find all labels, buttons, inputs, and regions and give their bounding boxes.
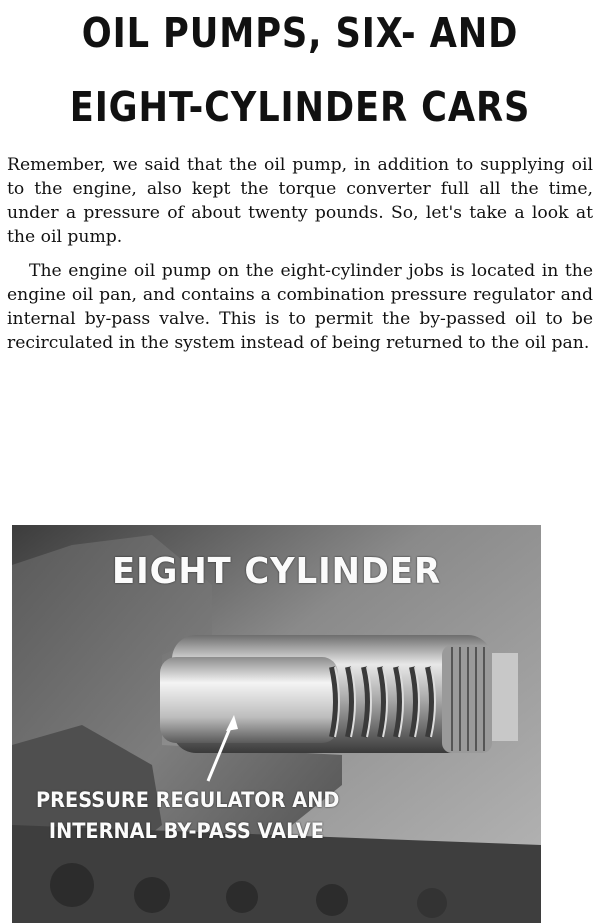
caption-line-1: PRESSURE REGULATOR AND	[36, 788, 340, 812]
photo-caption	[36, 785, 367, 847]
title-line-1: OIL PUMPS, SIX- AND	[81, 9, 519, 57]
page-title	[42, 0, 558, 144]
body-text	[7, 153, 593, 355]
photo-title: EIGHT CYLINDER	[112, 551, 441, 592]
caption-line-2: INTERNAL BY-PASS VALVE	[48, 819, 324, 843]
paragraph-1: Remember, we said that the oil pump, in addition to supplying oil to the engine, also kept the torque converter full all the time, under a pressure of about twenty pounds. So, let's take a look at the oil pump.	[7, 155, 593, 247]
title-line-2: EIGHT-CYLINDER CARS	[69, 83, 531, 131]
paragraph-2: The engine oil pump on the eight-cylinder jobs is located in the engine oil pan, and contains a combination pressure regulator and internal by-pass valve. This is to permit the by-passed oil to be recirculated in the system instead of being returned to the oil pan.	[7, 261, 593, 353]
oil-pump-photo	[12, 525, 541, 923]
